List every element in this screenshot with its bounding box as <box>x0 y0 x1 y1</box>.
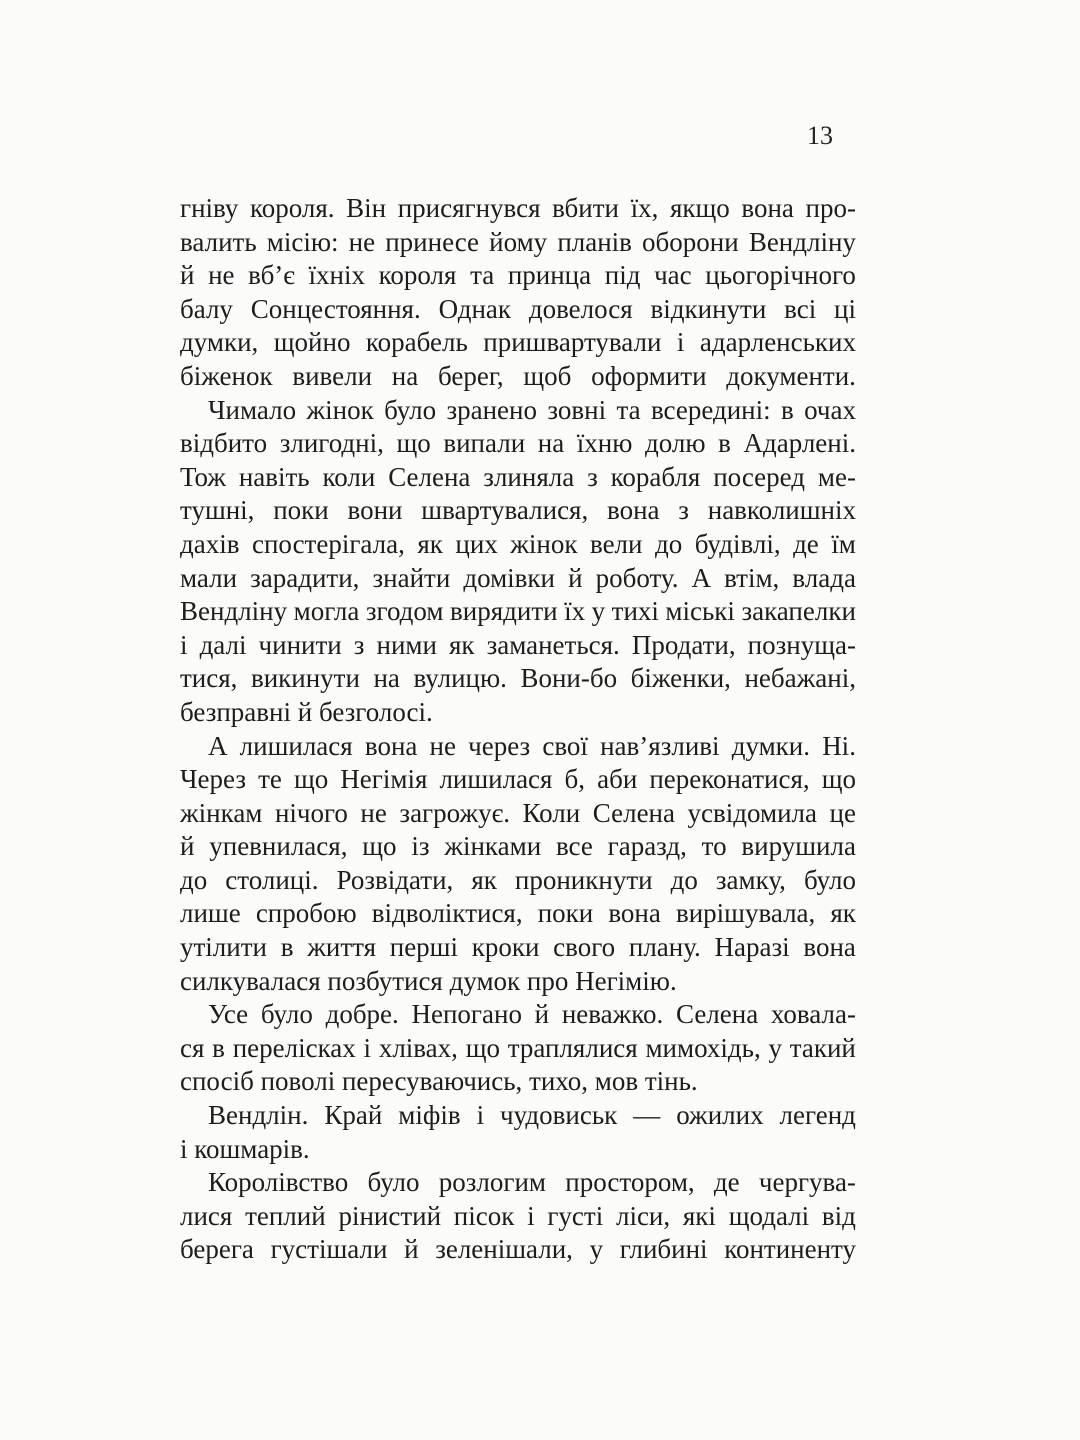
text-line: берега густішали й зеленішали, у глибині континенту <box>180 1234 856 1265</box>
text-block <box>180 192 856 1267</box>
text-line: Вендліну могла згодом вирядити їх у тихі міські закапелки <box>180 596 856 627</box>
page-number: 13 <box>807 121 833 150</box>
text-line: і далі чинити з ними як заманеться. Продати, познуща- <box>180 629 856 660</box>
text-line: біженок вивели на берег, щоб оформити документи. <box>180 360 856 391</box>
text-line: Тож навіть коли Селена злиняла з корабля посеред ме- <box>180 461 856 492</box>
text-line: безправні й безголосі. <box>180 696 433 727</box>
text-line: й не вб’є їхніх короля та принца під час цьогорічного <box>180 260 856 291</box>
text-line: балу Сонцестояння. Однак довелося відкинути всі ці <box>180 293 856 324</box>
text-line: тушні, поки вони швартувалися, вона з навколишніх <box>180 495 856 526</box>
text-line: мали зарадити, знайти домівки й роботу. А втім, влада <box>180 562 856 593</box>
text-line: А лишилася вона не через свої нав’язливі думки. Ні. <box>208 730 856 761</box>
text-line: лише спробою відволіктися, поки вона вирішувала, як <box>180 898 856 929</box>
text-line: відбито злигодні, що випали на їхню долю в Адарлені. <box>180 428 856 459</box>
text-line: Усе було добре. Непогано й неважко. Селена ховала- <box>208 999 856 1030</box>
text-line: Королівство було розлогим простором, де чергува- <box>208 1167 856 1198</box>
text-line: спосіб поволі пересуваючись, тихо, мов тінь. <box>180 1066 698 1097</box>
text-line: до столиці. Розвідати, як проникнути до замку, було <box>180 864 856 895</box>
text-line: валить місію: не принесе йому планів оборони Вендліну <box>180 226 856 257</box>
text-line: утілити в життя перші кроки свого плану. Наразі вона <box>180 932 856 963</box>
text-line: дахів спостерігала, як цих жінок вели до будівлі, де їм <box>180 528 856 559</box>
text-line: силкувалася позбутися думок про Негімію. <box>180 965 677 996</box>
text-line: Вендлін. Край міфів і чудовиськ — ожилих легенд <box>208 1100 856 1131</box>
text-line: думки, щойно корабель пришвартували і адарленських <box>180 327 856 358</box>
text-line: тися, викинути на вулицю. Вони-бо біженки, небажані, <box>180 663 856 694</box>
text-line: і кошмарів. <box>180 1133 310 1164</box>
text-line: гніву короля. Він присягнувся вбити їх, якщо вона про- <box>180 193 856 223</box>
text-line: лися теплий рінистий пісок і густі ліси, які щодалі від <box>180 1200 856 1231</box>
text-line: й упевнилася, що із жінками все гаразд, то вирушила <box>180 831 856 862</box>
text-line: Чимало жінок було зранено зовні та всередині: в очах <box>208 394 856 425</box>
text-line: Через те що Негімія лишилася б, аби переконатися, що <box>180 764 856 795</box>
text-line: жінкам нічого не загрожує. Коли Селена усвідомила це <box>180 797 856 828</box>
text-line: ся в перелісках і хлівах, що траплялися мимохідь, у такий <box>180 1032 856 1063</box>
